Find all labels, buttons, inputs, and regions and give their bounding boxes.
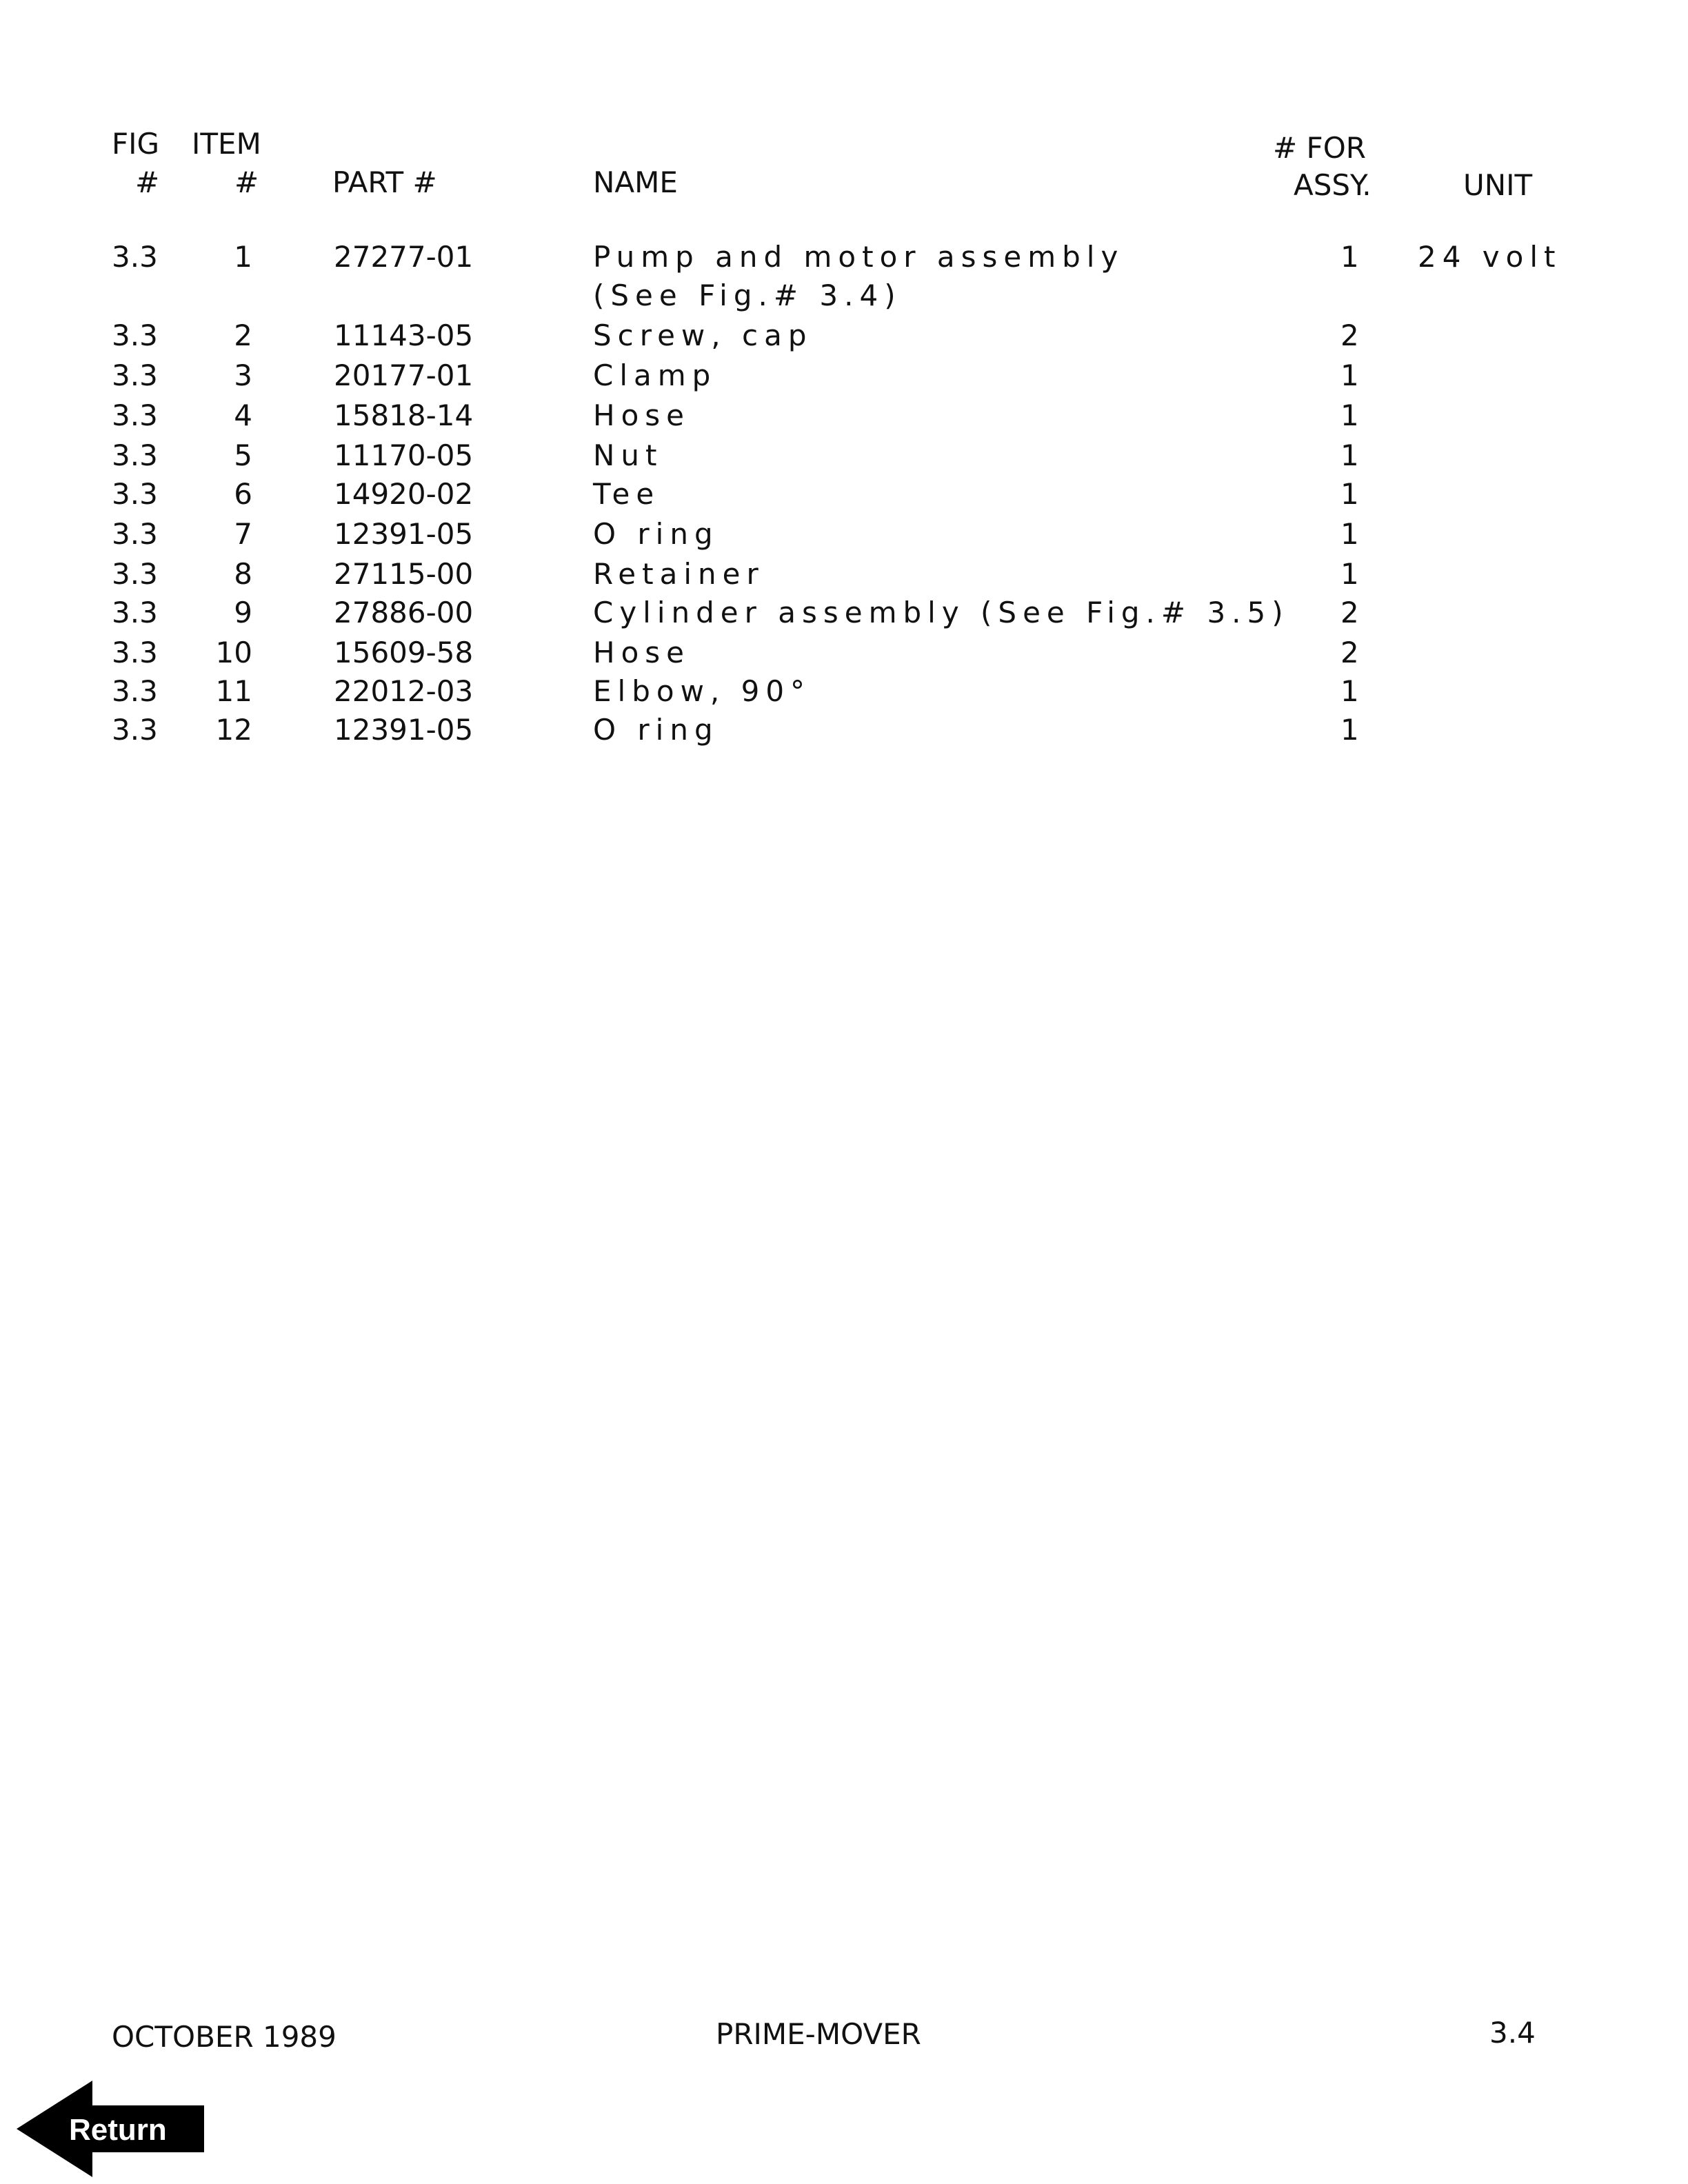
table-row xyxy=(0,358,1688,400)
cell-fig: 3.3 xyxy=(112,674,158,708)
cell-qty: 1 xyxy=(1340,358,1359,392)
table-row xyxy=(0,318,1688,360)
cell-fig: 3.3 xyxy=(112,318,158,352)
cell-item: 3 xyxy=(234,358,252,392)
table-row xyxy=(0,398,1688,440)
cell-fig: 3.3 xyxy=(112,557,158,591)
cell-item: 12 xyxy=(215,713,252,747)
cell-name: O ring xyxy=(593,713,719,747)
header-fig-line1: FIG xyxy=(112,127,160,161)
cell-name: O ring xyxy=(593,517,719,551)
table-row xyxy=(0,240,1688,312)
header-item-line2: # xyxy=(234,165,259,199)
cell-name: Elbow, 90° xyxy=(593,674,812,708)
header-item-line1: ITEM xyxy=(192,127,261,161)
cell-part-number: 15818-14 xyxy=(334,398,474,432)
header-name: NAME xyxy=(593,165,678,199)
cell-part-number: 11143-05 xyxy=(334,318,474,352)
cell-item: 4 xyxy=(234,398,252,432)
footer-date: OCTOBER 1989 xyxy=(112,2020,336,2054)
cell-name: Screw, cap xyxy=(593,318,813,352)
cell-name: Tee xyxy=(593,477,661,511)
cell-part-number: 27277-01 xyxy=(334,240,474,274)
header-assy-line2: ASSY. xyxy=(1294,168,1372,202)
cell-item: 6 xyxy=(234,477,252,511)
cell-qty: 1 xyxy=(1340,713,1359,747)
cell-qty: 1 xyxy=(1340,557,1359,591)
cell-item: 2 xyxy=(234,318,252,352)
header-fig-line2: # xyxy=(135,165,160,199)
cell-part-number: 14920-02 xyxy=(334,477,474,511)
return-button-label: Return xyxy=(69,2113,167,2147)
cell-qty: 1 xyxy=(1340,674,1359,708)
return-button[interactable] xyxy=(17,2081,210,2177)
cell-name: Clamp xyxy=(593,358,717,392)
cell-name: Hose xyxy=(593,398,690,432)
header-assy-line1: # FOR xyxy=(1273,131,1366,165)
cell-fig: 3.3 xyxy=(112,438,158,472)
cell-item: 1 xyxy=(234,240,252,274)
cell-name: Cylinder assembly (See Fig.# 3.5) xyxy=(593,596,1289,629)
cell-part-number: 27886-00 xyxy=(334,596,474,629)
table-row xyxy=(0,477,1688,518)
footer-page-number: 3.4 xyxy=(1489,2016,1536,2050)
cell-name-continuation: (See Fig.# 3.4) xyxy=(593,279,902,312)
cell-fig: 3.3 xyxy=(112,517,158,551)
header-part: PART # xyxy=(332,165,437,199)
cell-unit: 24 volt xyxy=(1418,240,1562,274)
table-row xyxy=(0,557,1688,598)
cell-qty: 2 xyxy=(1340,636,1359,669)
cell-fig: 3.3 xyxy=(112,596,158,629)
cell-fig: 3.3 xyxy=(112,240,158,274)
cell-qty: 1 xyxy=(1340,477,1359,511)
cell-fig: 3.3 xyxy=(112,636,158,669)
cell-part-number: 20177-01 xyxy=(334,358,474,392)
cell-item: 9 xyxy=(234,596,252,629)
cell-item: 5 xyxy=(234,438,252,472)
cell-name: Retainer xyxy=(593,557,765,591)
cell-item: 8 xyxy=(234,557,252,591)
table-row xyxy=(0,517,1688,558)
cell-item: 7 xyxy=(234,517,252,551)
cell-fig: 3.3 xyxy=(112,398,158,432)
cell-name: Pump and motor assembly xyxy=(593,240,1125,274)
cell-qty: 1 xyxy=(1340,438,1359,472)
cell-part-number: 12391-05 xyxy=(334,713,474,747)
table-row xyxy=(0,598,1688,637)
cell-fig: 3.3 xyxy=(112,713,158,747)
cell-item: 11 xyxy=(215,674,252,708)
cell-item: 10 xyxy=(215,636,252,669)
cell-qty: 1 xyxy=(1340,398,1359,432)
footer-title: PRIME-MOVER xyxy=(716,2017,921,2051)
cell-part-number: 27115-00 xyxy=(334,557,474,591)
cell-qty: 2 xyxy=(1340,318,1359,352)
cell-fig: 3.3 xyxy=(112,477,158,511)
cell-fig: 3.3 xyxy=(112,358,158,392)
table-row xyxy=(0,674,1688,716)
table-row xyxy=(0,438,1688,480)
cell-part-number: 12391-05 xyxy=(334,517,474,551)
cell-name: Hose xyxy=(593,636,690,669)
cell-part-number: 11170-05 xyxy=(334,438,474,472)
cell-name: Nut xyxy=(593,438,663,472)
header-unit: UNIT xyxy=(1463,168,1533,202)
cell-qty: 1 xyxy=(1340,517,1359,551)
cell-qty: 2 xyxy=(1340,596,1359,629)
table-row xyxy=(0,713,1688,754)
table-row xyxy=(0,638,1688,677)
cell-part-number: 22012-03 xyxy=(334,674,474,708)
cell-part-number: 15609-58 xyxy=(334,636,474,669)
cell-qty: 1 xyxy=(1340,240,1359,274)
